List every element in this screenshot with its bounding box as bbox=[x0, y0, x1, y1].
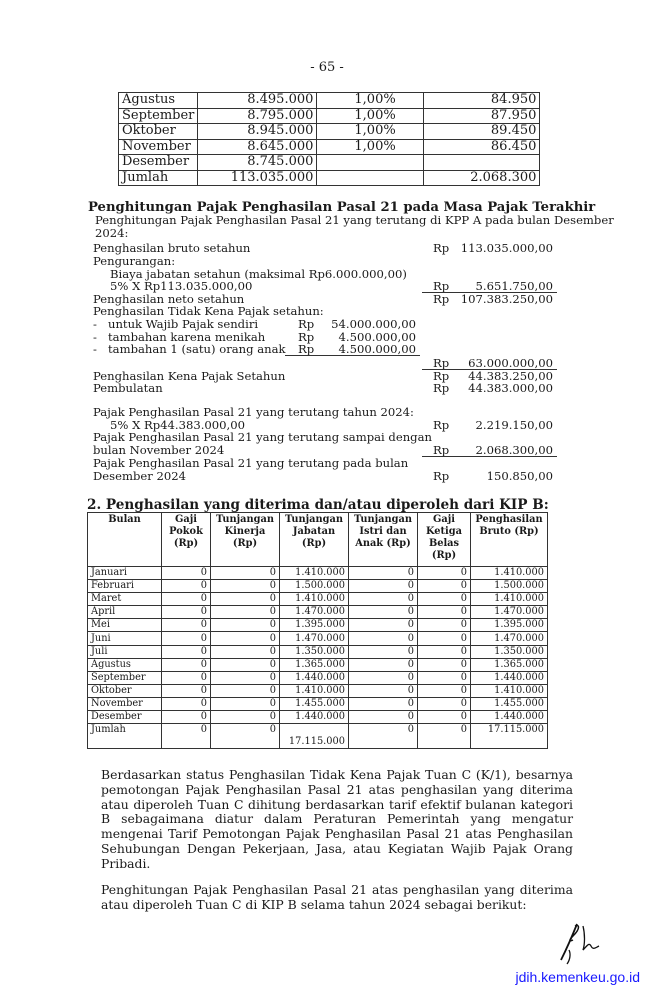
pph-tahun-currency: Rp bbox=[433, 418, 450, 432]
pph-cell: 86.450 bbox=[424, 139, 540, 155]
page-number: - 65 - bbox=[310, 60, 344, 75]
top-table-row bbox=[119, 139, 540, 155]
amount-cell: 0 bbox=[418, 606, 471, 619]
ptkp-item-currency: Rp bbox=[298, 329, 315, 344]
amount-cell: 0 bbox=[349, 580, 418, 593]
pembulatan-label: Pembulatan bbox=[93, 381, 163, 395]
amount-cell: 1.500.000 bbox=[471, 580, 548, 593]
month-cell: Juli bbox=[88, 645, 162, 658]
amount-cell: 0 bbox=[349, 619, 418, 632]
tarif-cell: 1,00% bbox=[317, 93, 424, 109]
amount-cell: 1.410.000 bbox=[280, 684, 349, 697]
amount-cell: 0 bbox=[211, 580, 280, 593]
amount-cell: 0 bbox=[162, 658, 211, 671]
amount-cell: 0 bbox=[211, 645, 280, 658]
amount-cell: 0 bbox=[418, 593, 471, 606]
pkp-value: 44.383.250,00 bbox=[468, 369, 553, 383]
total-label: Jumlah bbox=[88, 724, 162, 749]
pph-nov-currency: Rp bbox=[433, 443, 450, 457]
ptkp-item-label: tambahan karena menikah bbox=[108, 329, 266, 344]
amount-cell: 0 bbox=[162, 619, 211, 632]
top-table-row bbox=[119, 155, 540, 171]
pph-nov-value: 2.068.300,00 bbox=[475, 443, 553, 457]
top-table-row bbox=[119, 124, 540, 140]
amount-cell: 0 bbox=[349, 658, 418, 671]
top-table-row bbox=[119, 108, 540, 124]
pph-des-label2: Desember 2024 bbox=[93, 469, 186, 483]
amount-cell: 1.470.000 bbox=[280, 606, 349, 619]
neto-currency: Rp bbox=[433, 292, 450, 306]
amount-cell: 0 bbox=[349, 684, 418, 697]
amount-cell: 1.410.000 bbox=[471, 684, 548, 697]
amount-cell: 0 bbox=[162, 697, 211, 710]
ptkp-item-label: untuk Wajib Pajak sendiri bbox=[108, 317, 259, 331]
paragraph-line: Penghitungan Pajak Penghasilan Pasal 21 atas penghasilan yang diterima bbox=[101, 882, 573, 897]
month-cell: Juni bbox=[88, 632, 162, 645]
bruto-cell: 8.495.000 bbox=[198, 93, 317, 109]
top-table-row bbox=[119, 93, 540, 109]
paragraph-line: mengenai Tarif Pemotongan Pajak Penghasilan Pasal 21 atas Penghasilan bbox=[101, 826, 573, 842]
amount-cell: 1.365.000 bbox=[280, 658, 349, 671]
amount-cell: 0 bbox=[162, 645, 211, 658]
month-cell: September bbox=[119, 108, 198, 124]
table-row bbox=[88, 645, 548, 658]
ptkp-bullet: - bbox=[93, 317, 97, 331]
ptkp-item-value: 4.500.000,00 bbox=[338, 329, 416, 344]
amount-cell: 0 bbox=[162, 606, 211, 619]
total-amount-cell: 0 bbox=[162, 724, 211, 749]
amount-cell: 0 bbox=[418, 697, 471, 710]
paragraph-line: atau diperoleh Tuan C di KIP B selama tahun 2024 sebagai berikut: bbox=[101, 896, 527, 912]
amount-cell: 1.455.000 bbox=[471, 697, 548, 710]
month-cell: Januari bbox=[88, 567, 162, 580]
calc-heading: Penghitungan Pajak Penghasilan Pasal 21 pada Masa Pajak Terakhir bbox=[88, 200, 596, 215]
biaya-jabatan-label1: Biaya jabatan setahun (maksimal Rp6.000.000,00) bbox=[110, 267, 407, 281]
amount-cell: 1.470.000 bbox=[280, 632, 349, 645]
amount-cell: 0 bbox=[162, 711, 211, 724]
pph-cell bbox=[424, 155, 540, 171]
ptkp-item-label: tambahan 1 (satu) orang anak bbox=[108, 342, 286, 356]
amount-cell: 0 bbox=[211, 606, 280, 619]
subtotal-line-4 bbox=[422, 456, 557, 457]
month-cell: Mei bbox=[88, 619, 162, 632]
amount-cell: 0 bbox=[349, 632, 418, 645]
column-header: Bulan bbox=[88, 513, 162, 567]
pph-cell: 2.068.300 bbox=[424, 170, 540, 186]
ptkp-label: Penghasilan Tidak Kena Pajak setahun: bbox=[93, 304, 324, 318]
ptkp-total-value: 63.000.000,00 bbox=[468, 356, 553, 370]
amount-cell: 0 bbox=[418, 684, 471, 697]
monthly-pph-table bbox=[118, 92, 540, 186]
section2-heading: 2. Penghasilan yang diterima dan/atau diperoleh dari KIP B: bbox=[87, 497, 549, 513]
amount-cell: 0 bbox=[418, 567, 471, 580]
calc-intro-line1: Penghitungan Pajak Penghasilan Pasal 21 yang terutang di KPP A pada bulan Desember bbox=[95, 213, 614, 227]
total-amount-cell: 17.115.000 bbox=[280, 724, 349, 749]
amount-cell: 0 bbox=[211, 658, 280, 671]
bruto-cell: 8.645.000 bbox=[198, 139, 317, 155]
table-row bbox=[88, 606, 548, 619]
tarif-cell: 1,00% bbox=[317, 108, 424, 124]
table-row bbox=[88, 658, 548, 671]
month-cell: Februari bbox=[88, 580, 162, 593]
tarif-cell bbox=[317, 155, 424, 171]
total-amount-cell: 0 bbox=[349, 724, 418, 749]
amount-cell: 1.395.000 bbox=[471, 619, 548, 632]
month-cell: Desember bbox=[88, 711, 162, 724]
subtotal-line-2 bbox=[285, 355, 420, 356]
amount-cell: 1.440.000 bbox=[471, 671, 548, 684]
paragraph-line: Berdasarkan status Penghasilan Tidak Kena Pajak Tuan C (K/1), besarnya bbox=[101, 767, 573, 782]
column-header: Gaji Ketiga Belas (Rp) bbox=[418, 513, 471, 567]
amount-cell: 0 bbox=[211, 711, 280, 724]
month-cell: Maret bbox=[88, 593, 162, 606]
month-cell: Agustus bbox=[119, 93, 198, 109]
table-row bbox=[88, 697, 548, 710]
table-row bbox=[88, 711, 548, 724]
amount-cell: 1.365.000 bbox=[471, 658, 548, 671]
neto-label: Penghasilan neto setahun bbox=[93, 292, 245, 306]
bruto-cell: 8.795.000 bbox=[198, 108, 317, 124]
pph-des-value: 150.850,00 bbox=[486, 469, 553, 483]
total-amount-cell: 0 bbox=[211, 724, 280, 749]
pengurangan-label: Pengurangan: bbox=[93, 254, 176, 268]
pembulatan-value: 44.383.000,00 bbox=[468, 381, 553, 395]
pkp-label: Penghasilan Kena Pajak Setahun bbox=[93, 369, 286, 383]
amount-cell: 0 bbox=[211, 697, 280, 710]
amount-cell: 0 bbox=[418, 580, 471, 593]
ptkp-item-value: 4.500.000,00 bbox=[338, 342, 416, 356]
calc-intro-line2: 2024: bbox=[95, 226, 129, 240]
calc-intro-paragraph bbox=[101, 883, 573, 913]
pph-des-currency: Rp bbox=[433, 469, 450, 483]
amount-cell: 0 bbox=[349, 711, 418, 724]
kip-b-income-table bbox=[87, 512, 548, 749]
amount-cell: 0 bbox=[211, 619, 280, 632]
amount-cell: 0 bbox=[162, 671, 211, 684]
pembulatan-currency: Rp bbox=[433, 381, 450, 395]
tarif-cell: 1,00% bbox=[317, 124, 424, 140]
table-row bbox=[88, 567, 548, 580]
pph-cell: 87.950 bbox=[424, 108, 540, 124]
biaya-currency: Rp bbox=[433, 279, 450, 293]
paragraph-line: atau diperoleh Tuan C dihitung berdasarkan tarif efektif bulanan kategori bbox=[101, 796, 573, 812]
ptkp-item-currency: Rp bbox=[298, 342, 315, 356]
pph-tahun-label1: Pajak Penghasilan Pasal 21 yang terutang tahun 2024: bbox=[93, 405, 414, 419]
month-cell: Oktober bbox=[88, 684, 162, 697]
ptkp-item-currency: Rp bbox=[298, 317, 315, 331]
biaya-jabatan-value: 5.651.750,00 bbox=[475, 279, 553, 293]
jdih-link[interactable]: jdih.kemenkeu.go.id bbox=[515, 969, 640, 985]
month-cell: Oktober bbox=[119, 124, 198, 140]
ptkp-bullet: - bbox=[93, 329, 97, 344]
bruto-label: Penghasilan bruto setahun bbox=[93, 241, 251, 255]
amount-cell: 1.350.000 bbox=[471, 645, 548, 658]
amount-cell: 1.410.000 bbox=[280, 593, 349, 606]
pph-tahun-value: 2.219.150,00 bbox=[475, 418, 553, 432]
column-header: Tunjangan Kinerja (Rp) bbox=[211, 513, 280, 567]
ptkp-bullet: - bbox=[93, 342, 97, 356]
total-amount-cell: 17.115.000 bbox=[471, 724, 548, 749]
amount-cell: 0 bbox=[349, 606, 418, 619]
amount-cell: 0 bbox=[349, 671, 418, 684]
pkp-currency: Rp bbox=[433, 369, 450, 383]
amount-cell: 0 bbox=[162, 593, 211, 606]
bruto-value: 113.035.000,00 bbox=[460, 241, 553, 255]
amount-cell: 1.395.000 bbox=[280, 619, 349, 632]
amount-cell: 0 bbox=[349, 645, 418, 658]
column-header: Gaji Pokok (Rp) bbox=[162, 513, 211, 567]
bruto-cell: 113.035.000 bbox=[198, 170, 317, 186]
pph-cell: 84.950 bbox=[424, 93, 540, 109]
ptkp-total-currency: Rp bbox=[433, 356, 450, 370]
pph-nov-label1: Pajak Penghasilan Pasal 21 yang terutang sampai dengan bbox=[93, 430, 432, 444]
pph-des-label1: Pajak Penghasilan Pasal 21 yang terutang pada bulan bbox=[93, 456, 409, 470]
column-header: Tunjangan Istri dan Anak (Rp) bbox=[349, 513, 418, 567]
amount-cell: 1.410.000 bbox=[280, 567, 349, 580]
amount-cell: 1.410.000 bbox=[471, 567, 548, 580]
total-row bbox=[88, 724, 548, 749]
table-row bbox=[88, 684, 548, 697]
amount-cell: 1.440.000 bbox=[280, 671, 349, 684]
table-row bbox=[88, 671, 548, 684]
month-cell: April bbox=[88, 606, 162, 619]
table-row bbox=[88, 593, 548, 606]
amount-cell: 0 bbox=[349, 593, 418, 606]
neto-value: 107.383.250,00 bbox=[460, 292, 553, 306]
ptkp-item-value: 54.000.000,00 bbox=[331, 317, 416, 331]
table-row bbox=[88, 619, 548, 632]
amount-cell: 0 bbox=[418, 619, 471, 632]
paragraph-line: B sebagaimana diatur dalam Peraturan Pemerintah yang mengatur bbox=[101, 811, 573, 827]
biaya-jabatan-label2: 5% X Rp113.035.000,00 bbox=[110, 279, 253, 293]
month-cell: November bbox=[119, 139, 198, 155]
month-cell: Jumlah bbox=[119, 170, 198, 186]
amount-cell: 0 bbox=[211, 632, 280, 645]
column-header: Tunjangan Jabatan (Rp) bbox=[280, 513, 349, 567]
amount-cell: 0 bbox=[418, 632, 471, 645]
table-row bbox=[88, 632, 548, 645]
total-amount-cell: 0 bbox=[418, 724, 471, 749]
signature-icon bbox=[555, 920, 605, 965]
amount-cell: 0 bbox=[349, 567, 418, 580]
column-header: Penghasilan Bruto (Rp) bbox=[471, 513, 548, 567]
amount-cell: 0 bbox=[211, 567, 280, 580]
bruto-cell: 8.945.000 bbox=[198, 124, 317, 140]
month-cell: Desember bbox=[119, 155, 198, 171]
amount-cell: 0 bbox=[418, 711, 471, 724]
month-cell: Agustus bbox=[88, 658, 162, 671]
amount-cell: 0 bbox=[162, 684, 211, 697]
amount-cell: 1.470.000 bbox=[471, 606, 548, 619]
pph-tahun-label2: 5% X Rp44.383.000,00 bbox=[110, 418, 245, 432]
amount-cell: 0 bbox=[162, 632, 211, 645]
amount-cell: 1.440.000 bbox=[471, 711, 548, 724]
amount-cell: 0 bbox=[211, 671, 280, 684]
bruto-cell: 8.745.000 bbox=[198, 155, 317, 171]
tarif-cell: 1,00% bbox=[317, 139, 424, 155]
amount-cell: 0 bbox=[211, 684, 280, 697]
pph-cell: 89.450 bbox=[424, 124, 540, 140]
top-table-row bbox=[119, 170, 540, 186]
table-row bbox=[88, 580, 548, 593]
amount-cell: 1.350.000 bbox=[280, 645, 349, 658]
tarif-cell bbox=[317, 170, 424, 186]
amount-cell: 0 bbox=[211, 593, 280, 606]
amount-cell: 0 bbox=[162, 567, 211, 580]
paragraph-line: pemotongan Pajak Penghasilan Pasal 21 atas penghasilan yang diterima bbox=[101, 781, 573, 797]
paragraph-line: Sehubungan Dengan Pekerjaan, Jasa, atau Kegiatan Wajib Pajak Orang bbox=[101, 840, 573, 856]
pph-nov-label2: bulan November 2024 bbox=[93, 443, 225, 457]
amount-cell: 0 bbox=[418, 645, 471, 658]
status-paragraph bbox=[101, 768, 573, 872]
amount-cell: 1.500.000 bbox=[280, 580, 349, 593]
amount-cell: 1.455.000 bbox=[280, 697, 349, 710]
amount-cell: 0 bbox=[418, 658, 471, 671]
amount-cell: 1.410.000 bbox=[471, 593, 548, 606]
paragraph-line: Pribadi. bbox=[101, 855, 151, 871]
month-cell: September bbox=[88, 671, 162, 684]
amount-cell: 0 bbox=[162, 580, 211, 593]
bruto-currency: Rp bbox=[433, 241, 450, 255]
amount-cell: 1.440.000 bbox=[280, 711, 349, 724]
amount-cell: 1.470.000 bbox=[471, 632, 548, 645]
amount-cell: 0 bbox=[349, 697, 418, 710]
amount-cell: 0 bbox=[418, 671, 471, 684]
month-cell: November bbox=[88, 697, 162, 710]
